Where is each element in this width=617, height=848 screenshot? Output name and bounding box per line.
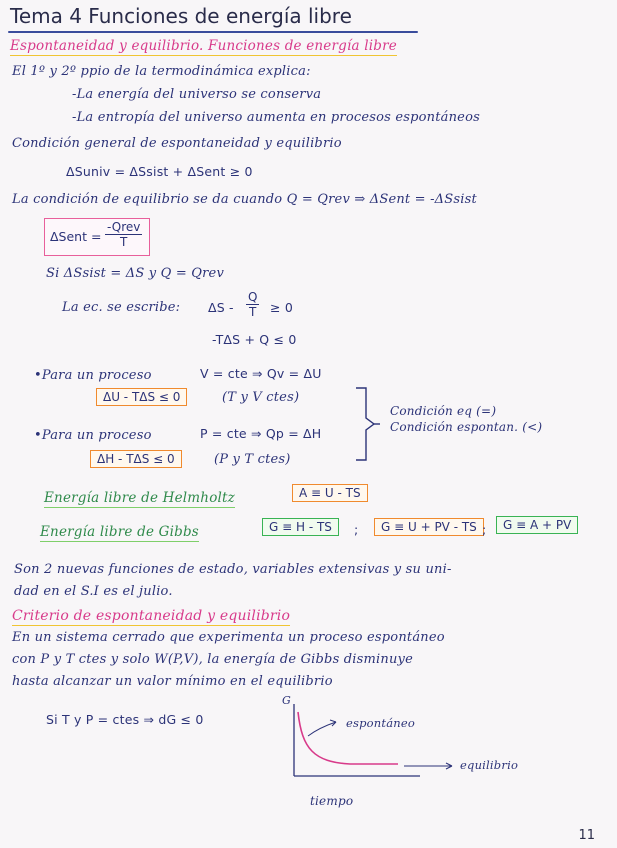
- ec-lhs: ΔS -: [208, 300, 234, 315]
- ec-fraction: [246, 290, 259, 319]
- boxed-entropy-equation: [44, 218, 150, 256]
- helmholtz-label: Energía libre de Helmholtz: [44, 490, 235, 506]
- summary-line-2: dad en el S.I es el julio.: [14, 584, 173, 599]
- boxed-lhs: ΔSent =: [50, 229, 102, 244]
- brace-note-spontaneous: Condición espontan. (<): [390, 420, 543, 434]
- summary-line-1: Son 2 nuevas funciones de estado, variables extensivas y su uni-: [14, 562, 452, 577]
- ec-denominator: T: [249, 305, 257, 319]
- graph-y-label: G: [282, 694, 291, 707]
- process1-condition: V = cte ⇒ Qv = ΔU: [200, 366, 322, 381]
- process2-label: •Para un proceso: [34, 428, 152, 443]
- ec-numerator: Q: [248, 290, 258, 304]
- criterion-line-3: hasta alcanzar un valor mínimo en el equilibrio: [12, 674, 333, 689]
- brace-icon: [352, 384, 382, 464]
- boxed-fraction: [105, 220, 142, 249]
- boxed-numerator: -Qrev: [107, 220, 141, 234]
- ec2-equation: -TΔS + Q ≤ 0: [212, 332, 297, 347]
- helmholtz-box: A ≡ U - TS: [292, 484, 368, 502]
- gibbs-separator-2: ;: [482, 522, 487, 537]
- gibbs-box-2: G ≡ U + PV - TS: [374, 518, 484, 536]
- criterion-line-2: con P y T ctes y solo W(P,V), la energía de Gibbs disminuye: [12, 652, 413, 667]
- graph-x-label: tiempo: [310, 794, 354, 808]
- gibbs-label: Energía libre de Gibbs: [40, 524, 199, 540]
- ec-label: La ec. se escribe:: [62, 300, 181, 315]
- brace-note-equilibrium: Condición eq (=): [390, 404, 497, 418]
- graph-label-spontaneous: espontáneo: [346, 716, 416, 730]
- title-underline: [8, 31, 418, 33]
- intro-text: El 1º y 2º ppio de la termodinámica explica:: [12, 64, 311, 79]
- page-number: 11: [578, 828, 595, 843]
- ec-rhs: ≥ 0: [270, 300, 293, 315]
- condition-heading: Condición general de espontaneidad y equilibrio: [12, 136, 342, 151]
- graph-label-equilibrium: equilibrio: [460, 758, 519, 772]
- page-title: Tema 4 Funciones de energía libre: [10, 4, 352, 28]
- criterion-line-1: En un sistema cerrado que experimenta un proceso espontáneo: [12, 630, 445, 645]
- process2-note: (P y T ctes): [214, 452, 291, 467]
- si-condition: Si ΔSsist = ΔS y Q = Qrev: [46, 266, 224, 281]
- gibbs-box-1: G ≡ H - TS: [262, 518, 339, 536]
- section2-heading: Criterio de espontaneidad y equilibrio: [12, 608, 291, 624]
- gibbs-box-3: G ≡ A + PV: [496, 516, 578, 534]
- process1-label: •Para un proceso: [34, 368, 152, 383]
- process2-box: ΔH - TΔS ≤ 0: [90, 450, 182, 468]
- section1-heading: Espontaneidad y equilibrio. Funciones de energía libre: [10, 38, 397, 54]
- general-equation: ΔSuniv = ΔSsist + ΔSent ≥ 0: [66, 164, 253, 179]
- process1-box: ΔU - TΔS ≤ 0: [96, 388, 187, 406]
- bullet-entropy: -La entropía del universo aumenta en procesos espontáneos: [72, 110, 480, 125]
- process1-note: (T y V ctes): [222, 390, 300, 405]
- equilibrium-condition: La condición de equilibrio se da cuando Q = Qrev ⇒ ΔSent = -ΔSsist: [12, 192, 477, 207]
- process2-condition: P = cte ⇒ Qp = ΔH: [200, 426, 322, 441]
- gibbs-condition: Si T y P = ctes ⇒ dG ≤ 0: [46, 712, 204, 727]
- bullet-energy: -La energía del universo se conserva: [72, 87, 322, 102]
- boxed-denominator: T: [120, 235, 128, 249]
- gibbs-separator-1: ;: [354, 522, 359, 537]
